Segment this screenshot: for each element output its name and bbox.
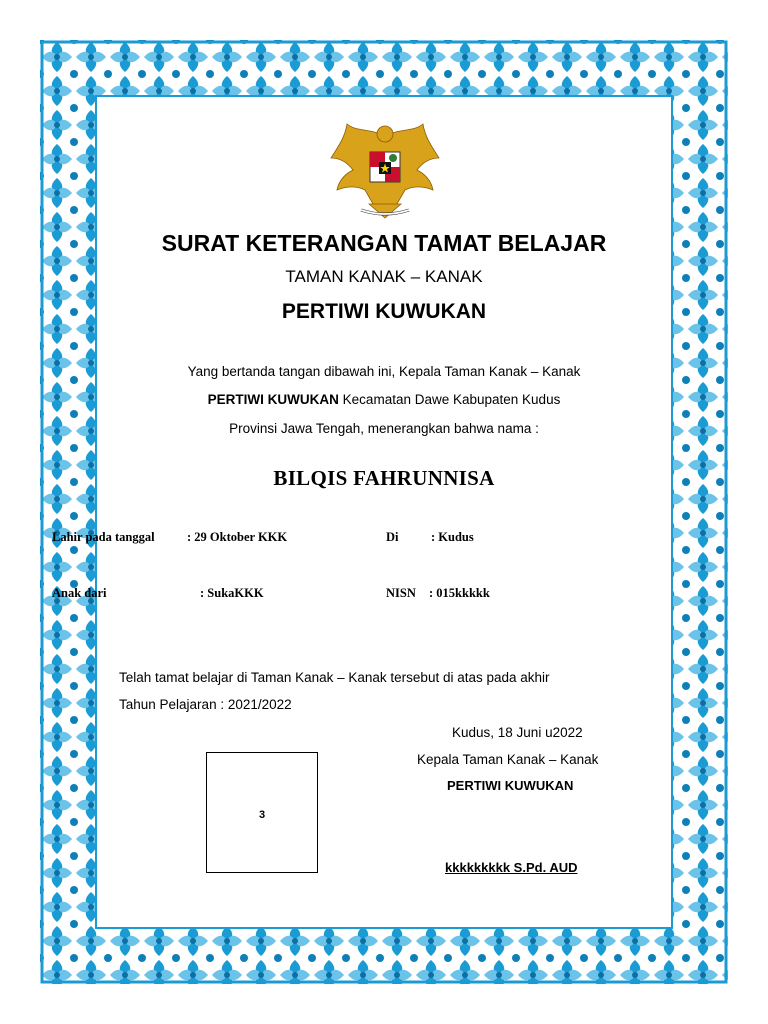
intro-line-1: Yang bertanda tangan dibawah ini, Kepala Taman Kanak – Kanak xyxy=(187,364,581,379)
signature-school: PERTIWI KUWUKAN xyxy=(447,778,574,793)
parent-value: : SukaKKK xyxy=(200,586,264,600)
parent-label: Anak dari xyxy=(52,586,107,600)
nisn-value: : 015kkkkk xyxy=(429,586,490,600)
student-name: BILQIS FAHRUNNISA xyxy=(273,466,495,490)
birth-place-label: Di xyxy=(386,530,399,544)
birth-place-value: : Kudus xyxy=(431,530,474,544)
signature-place-date: Kudus, 18 Juni u2022 xyxy=(452,725,583,740)
intro-line-3: Provinsi Jawa Tengah, menerangkan bahwa nama : xyxy=(229,421,539,436)
photo-box xyxy=(206,752,318,873)
certificate-title: SURAT KETERANGAN TAMAT BELAJAR xyxy=(161,230,607,256)
statement-line-2: Tahun Pelajaran : 2021/2022 xyxy=(119,697,292,712)
statement-line-1: Telah tamat belajar di Taman Kanak – Kanak tersebut di atas pada akhir xyxy=(119,670,550,685)
intro-location: Kecamatan Dawe Kabupaten Kudus xyxy=(338,392,561,407)
school-type: TAMAN KANAK – KANAK xyxy=(285,267,483,286)
signature-role: Kepala Taman Kanak – Kanak xyxy=(417,752,599,767)
intro-school-name: PERTIWI KUWUKAN xyxy=(207,392,339,407)
intro-line-2 xyxy=(0,392,768,407)
garuda-pancasila-emblem-icon xyxy=(329,118,441,222)
school-name: PERTIWI KUWUKAN xyxy=(281,300,487,323)
photo-box-label: 3 xyxy=(258,809,266,821)
birth-date-value: : 29 Oktober KKK xyxy=(187,530,288,544)
nisn-label: NISN xyxy=(386,586,416,600)
signer-name: kkkkkkkkk S.Pd. AUD xyxy=(445,860,578,875)
birth-date-label: Lahir pada tanggal xyxy=(52,530,155,544)
